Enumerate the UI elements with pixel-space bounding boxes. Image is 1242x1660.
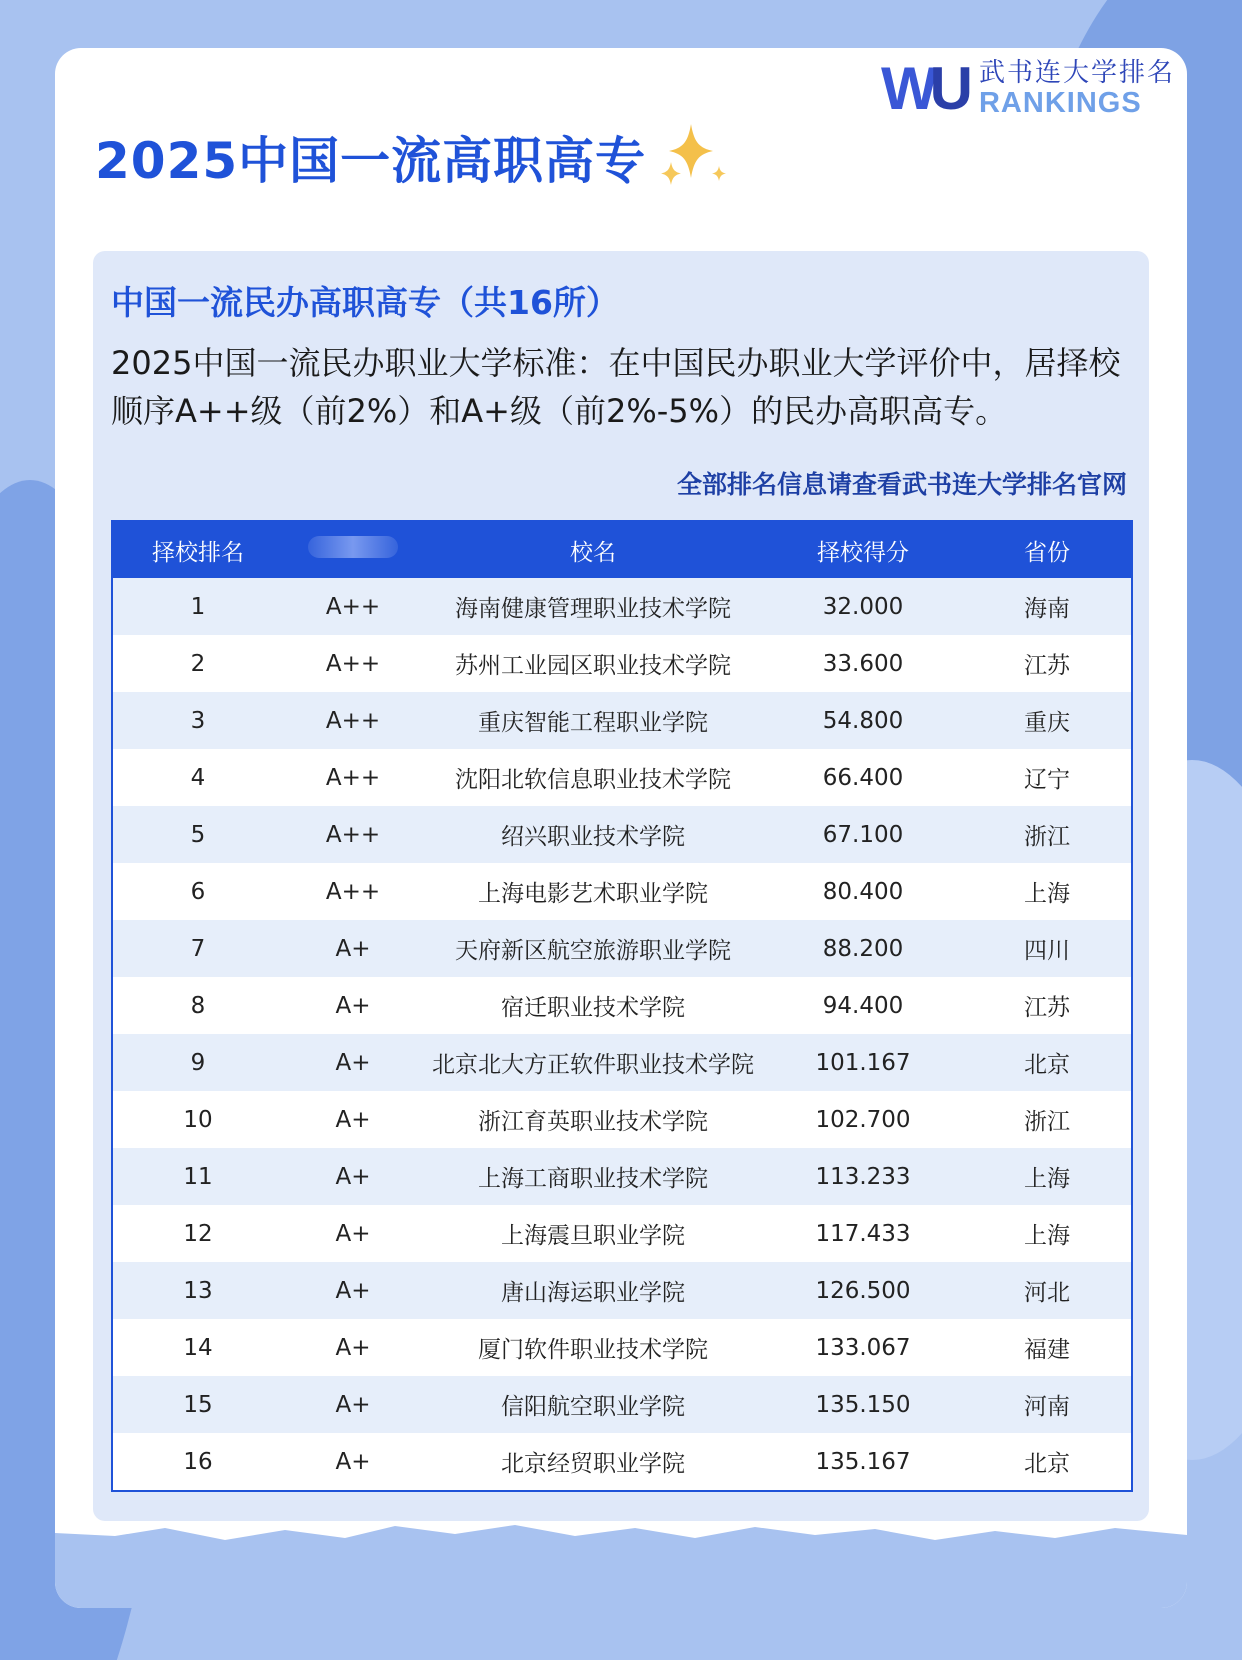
table-row	[113, 692, 1131, 749]
cell-school-name: 北京北大方正软件职业技术学院	[432, 1052, 754, 1078]
cell-score: 66.400	[822, 764, 904, 791]
header-rank: 择校排名	[152, 539, 244, 566]
cell-school-name: 上海电影艺术职业学院	[478, 881, 708, 907]
cell-score: 54.800	[822, 707, 904, 734]
cell-province: 辽宁	[1024, 767, 1070, 793]
cell-score: 135.150	[815, 1391, 911, 1418]
cell-score: 117.433	[815, 1220, 911, 1247]
cell-rank: 13	[183, 1277, 213, 1304]
cell-province: 江苏	[1024, 653, 1070, 679]
cell-province: 北京	[1024, 1052, 1070, 1078]
cell-rank: 5	[190, 821, 206, 848]
table-row	[113, 578, 1131, 635]
cell-score: 126.500	[815, 1277, 911, 1304]
page-title: 2025中国一流高职高专	[95, 132, 647, 190]
cell-level: A++	[325, 650, 381, 677]
logo-mark: WU	[881, 55, 965, 122]
table-row	[113, 806, 1131, 863]
header-school-name: 校名	[570, 539, 616, 566]
torn-paper-edge	[55, 1478, 1187, 1608]
cell-rank: 11	[183, 1163, 213, 1190]
wu-rankings-logo	[881, 55, 1175, 122]
cell-rank: 8	[190, 992, 206, 1019]
cell-school-name: 唐山海运职业学院	[501, 1280, 685, 1306]
official-site-note: 全部排名信息请查看武书连大学排名官网	[676, 470, 1127, 499]
table-row	[113, 1376, 1131, 1433]
sparkle-icon	[655, 120, 735, 196]
cell-rank: 2	[190, 650, 206, 677]
cell-level: A++	[325, 821, 381, 848]
logo-text	[979, 60, 1175, 118]
table-row	[113, 920, 1131, 977]
cell-rank: 14	[183, 1334, 213, 1361]
cell-rank: 7	[190, 935, 206, 962]
cell-level: A+	[335, 1277, 371, 1304]
cell-rank: 10	[183, 1106, 213, 1133]
cell-rank: 3	[190, 707, 206, 734]
table-header	[113, 522, 1131, 578]
cell-school-name: 宿迁职业技术学院	[501, 995, 685, 1021]
cell-school-name: 上海工商职业技术学院	[478, 1166, 708, 1192]
cell-school-name: 浙江育英职业技术学院	[478, 1109, 708, 1135]
cell-province: 河北	[1024, 1280, 1070, 1306]
cell-score: 33.600	[822, 650, 904, 677]
cell-province: 上海	[1024, 1166, 1070, 1192]
header-province: 省份	[1024, 539, 1070, 566]
ranking-panel	[93, 251, 1149, 1521]
table-row	[113, 863, 1131, 920]
cell-rank: 6	[190, 878, 206, 905]
poster-card	[55, 48, 1187, 1608]
cell-level: A+	[335, 1334, 371, 1361]
ranking-table	[111, 520, 1133, 1492]
cell-rank: 1	[190, 593, 206, 620]
table-row	[113, 635, 1131, 692]
cell-score: 67.100	[822, 821, 904, 848]
table-row	[113, 977, 1131, 1034]
header-score: 择校得分	[817, 539, 909, 566]
cell-score: 32.000	[822, 593, 904, 620]
cell-rank: 15	[183, 1391, 213, 1418]
cell-score: 80.400	[822, 878, 904, 905]
cell-level: A+	[335, 935, 371, 962]
cell-score: 133.067	[815, 1334, 911, 1361]
cell-school-name: 天府新区航空旅游职业学院	[455, 938, 731, 964]
cell-rank: 9	[190, 1049, 206, 1076]
table-row	[113, 749, 1131, 806]
cell-province: 江苏	[1024, 995, 1070, 1021]
cell-level: A++	[325, 593, 381, 620]
cell-school-name: 苏州工业园区职业技术学院	[455, 653, 731, 679]
cell-score: 101.167	[815, 1049, 911, 1076]
cell-school-name: 北京经贸职业学院	[501, 1451, 685, 1477]
cell-province: 福建	[1024, 1337, 1070, 1363]
cell-level: A+	[335, 1448, 371, 1475]
cell-province: 上海	[1024, 1223, 1070, 1249]
table-body	[113, 578, 1131, 1490]
logo-english-name: RANKINGS	[978, 87, 1142, 119]
cell-rank: 16	[183, 1448, 213, 1475]
cell-school-name: 绍兴职业技术学院	[501, 824, 685, 850]
table-row	[113, 1148, 1131, 1205]
cell-score: 113.233	[815, 1163, 911, 1190]
cell-school-name: 重庆智能工程职业学院	[478, 710, 708, 736]
cell-level: A++	[325, 764, 381, 791]
logo-chinese-name: 武书连大学排名	[978, 58, 1175, 88]
cell-province: 四川	[1024, 938, 1070, 964]
cell-level: A+	[335, 1391, 371, 1418]
cell-level: A+	[335, 1220, 371, 1247]
table-row	[113, 1205, 1131, 1262]
cell-school-name: 信阳航空职业学院	[501, 1394, 685, 1420]
cell-rank: 4	[190, 764, 206, 791]
cell-school-name: 沈阳北软信息职业技术学院	[455, 767, 731, 793]
section-description: 2025中国一流民办职业大学标准：在中国民办职业大学评价中，居择校顺序A++级（前2%）和A+级（前2%-5%）的民办高职高专。	[111, 344, 1121, 430]
cell-school-name: 上海震旦职业学院	[501, 1223, 685, 1249]
cell-level: A++	[325, 878, 381, 905]
cell-school-name: 海南健康管理职业技术学院	[455, 596, 731, 622]
cell-province: 重庆	[1024, 710, 1070, 736]
table-row	[113, 1034, 1131, 1091]
header-level	[283, 536, 423, 564]
cell-level: A+	[335, 1163, 371, 1190]
cell-score: 102.700	[815, 1106, 911, 1133]
cell-level: A+	[335, 1049, 371, 1076]
table-row	[113, 1319, 1131, 1376]
cell-level: A++	[325, 707, 381, 734]
cell-province: 浙江	[1024, 1109, 1070, 1135]
cell-province: 河南	[1024, 1394, 1070, 1420]
cell-rank: 12	[183, 1220, 213, 1247]
cell-level: A+	[335, 1106, 371, 1133]
section-title: 中国一流民办高职高专（共16所）	[111, 283, 619, 322]
table-row	[113, 1262, 1131, 1319]
cell-score: 135.167	[815, 1448, 911, 1475]
cell-province: 北京	[1024, 1451, 1070, 1477]
cell-province: 海南	[1024, 596, 1070, 622]
cell-province: 上海	[1024, 881, 1070, 907]
cell-level: A+	[335, 992, 371, 1019]
cell-score: 88.200	[822, 935, 904, 962]
blurred-header-label	[308, 536, 398, 558]
table-row	[113, 1091, 1131, 1148]
cell-score: 94.400	[822, 992, 904, 1019]
cell-province: 浙江	[1024, 824, 1070, 850]
cell-school-name: 厦门软件职业技术学院	[478, 1337, 708, 1363]
